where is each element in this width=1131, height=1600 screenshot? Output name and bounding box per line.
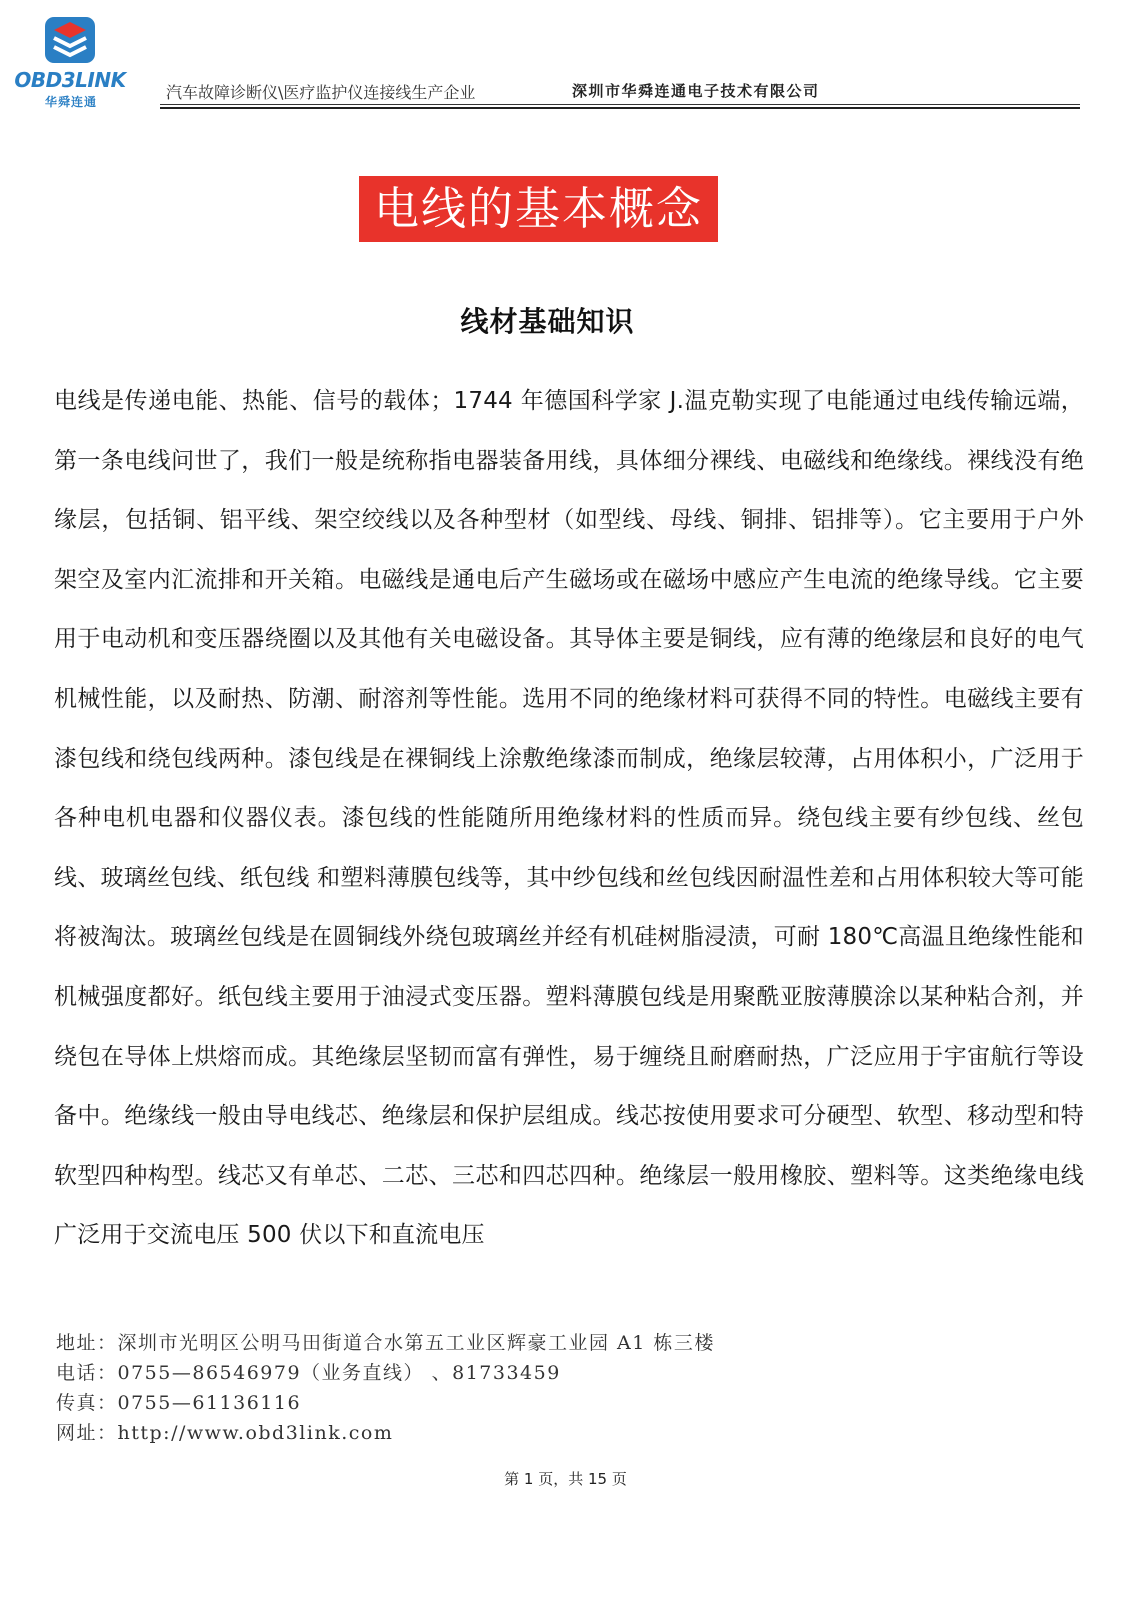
logo-subtext: 华舜连通	[44, 95, 97, 109]
footer-address: 地址：深圳市光明区公明马田街道合水第五工业区辉豪工业园 A1 栋三楼	[56, 1332, 715, 1354]
footer-fax: 传真：0755—61136116	[56, 1392, 302, 1414]
section-subtitle: 线材基础知识	[460, 305, 635, 338]
header-divider-thin	[160, 104, 1080, 105]
contact-block	[56, 1328, 715, 1448]
page-title: 电线的基本概念	[359, 176, 718, 242]
logo-text: OBD3LINK	[14, 68, 126, 92]
company-logo	[14, 14, 126, 110]
body-paragraph: 电线是传递电能、热能、信号的载体；1744 年德国科学家 J.温克勒实现了电能通过电线传输远端，第一条电线问世了，我们一般是统称指电器装备用线，具体细分裸线、电磁线和绝缘线。裸线没有绝缘层，包括铜、铝平线、架空绞线以及各种型材（如型线、母线、铜排、铝排等）。它主要用于户外架空及室内汇流排和开关箱。电磁线是通电后产生磁场或在磁场中感应产生电流的绝缘导线。它主要用于电动机和变压器绕圈以及其他有关电磁设备。其导体主要是铜线，应有薄的绝缘层和良好的电气机械性能，以及耐热、防潮、耐溶剂等性能。选用不同的绝缘材料可获得不同的特性。电磁线主要有漆包线和绕包线两种。漆包线是在裸铜线上涂敷绝缘漆而制成，绝缘层较薄，占用体积小，广泛用于各种电机电器和仪器仪表。漆包线的性能随所用绝缘材料的性质而异。绕包线主要有纱包线、丝包线、玻璃丝包线、纸包线 和塑料薄膜包线等，其中纱包线和丝包线因耐温性差和占用体积较大等可能将被淘汰。玻璃丝包线是在圆铜线外绕包玻璃丝并经有机硅树脂浸渍，可耐 180℃高温且绝缘性能和机械强度都好。纸包线主要用于油浸式变压器。塑料薄膜包线是用聚酰亚胺薄膜涂以某种粘合剂，并绕包在导体上烘熔而成。其绝缘层坚韧而富有弹性，易于缠绕且耐磨耐热，广泛应用于宇宙航行等设备中。绝缘线一般由导电线芯、绝缘层和保护层组成。线芯按使用要求可分硬型、软型、移动型和特软型四种构型。线芯又有单芯、二芯、三芯和四芯四种。绝缘层一般用橡胶、塑料等。这类绝缘电线广泛用于交流电压 500 伏以下和直流电压	[54, 388, 1084, 1249]
page-number: 第 1 页，共 15 页	[504, 1470, 627, 1488]
footer-phone: 电话：0755—86546979（业务直线） 、81733459	[56, 1362, 561, 1384]
header-company-name: 深圳市华舜连通电子技术有限公司	[572, 82, 820, 100]
footer-website: 网址：http://www.obd3link.com	[56, 1422, 394, 1444]
header-tagline: 汽车故障诊断仪\医疗监护仪连接线生产企业	[166, 83, 476, 102]
logo-mark-icon	[44, 16, 96, 64]
header-divider-thick	[160, 107, 1080, 109]
